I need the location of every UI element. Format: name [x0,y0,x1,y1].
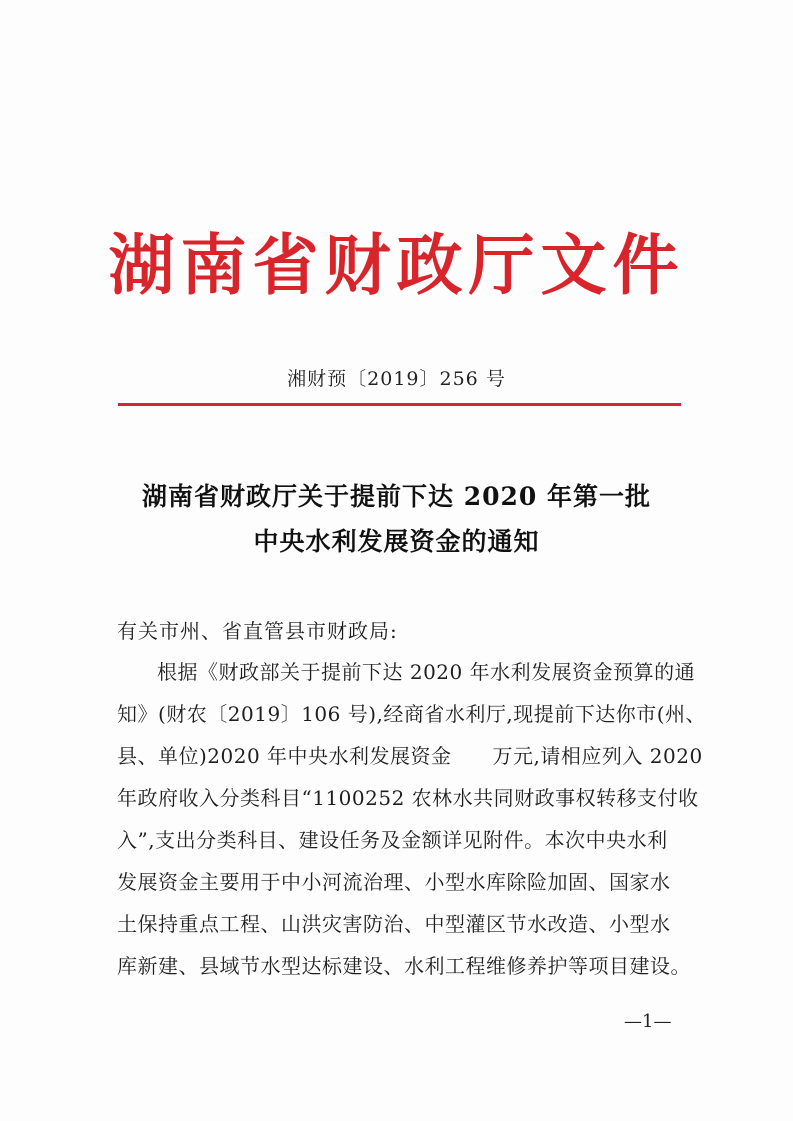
document-number: 湘财预〔2019〕256 号 [287,368,506,390]
paragraph-line: 入”,支出分类科目、建设任务及金额详见附件。本次中央水利 [117,828,668,852]
paragraph-line: 知》(财农〔2019〕106 号),经商省水利厅,现提前下达你市(州、 [117,702,707,726]
paragraph-line: 年政府收入分类科目“1100252 农林水共同财政事权转移支付收 [117,786,699,810]
paragraph-line: 发展资金主要用于中小河流治理、小型水库除险加固、国家水 [117,870,671,894]
paragraph-line: 县、单位)2020 年中央水利发展资金 万元,请相应列入 2020 [117,744,703,768]
salutation: 有关市州、省直管县市财政局: [117,619,398,643]
document-title-line-2: 中央水利发展资金的通知 [253,527,540,556]
red-divider-line [118,403,681,406]
paragraph-line: 土保持重点工程、山洪灾害防治、中型灌区节水改造、小型水 [117,912,671,936]
masthead-title: 湖南省财政厅文件 [108,227,685,304]
page-number: —1— [624,1011,672,1032]
paragraph-line: 库新建、县域节水型达标建设、水利工程维修养护等项目建设。 [117,954,691,978]
paragraph-line: 根据《财政部关于提前下达 2020 年水利发展资金预算的通 [157,660,696,684]
document-title-line-1: 湖南省财政厅关于提前下达 2020 年第一批 [142,482,651,511]
